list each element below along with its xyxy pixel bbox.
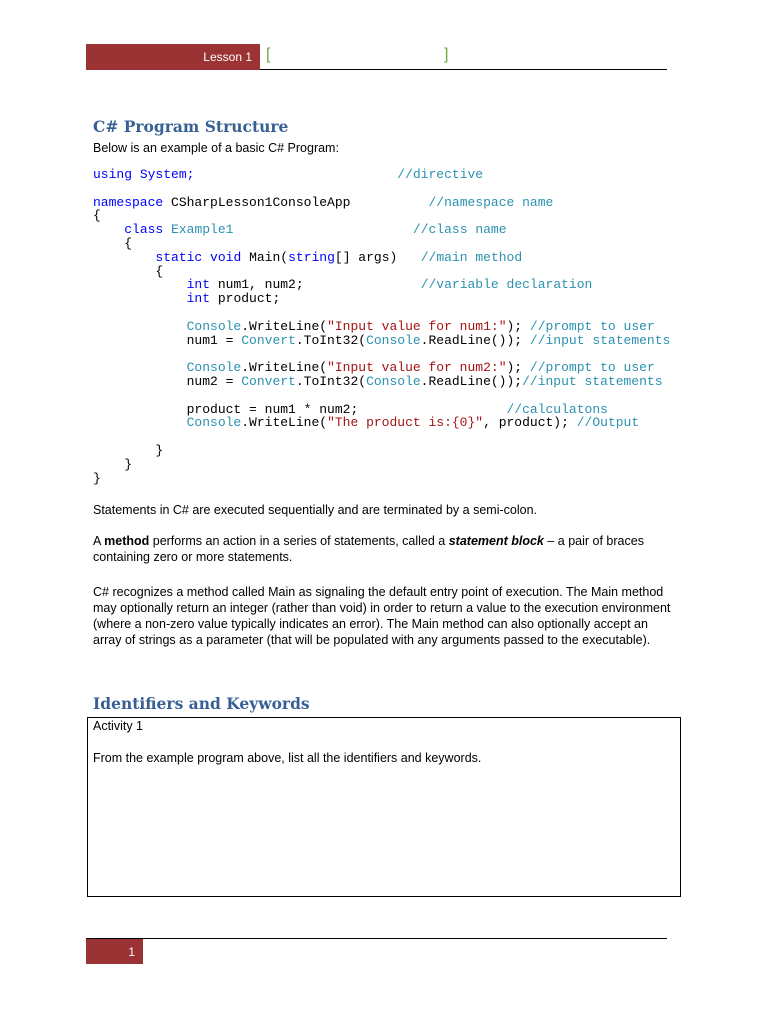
header-bracket-open: [ bbox=[266, 46, 271, 63]
page-number: 1 bbox=[128, 944, 135, 959]
activity-text: From the example program above, list all the identifiers and keywords. bbox=[93, 751, 482, 765]
lesson-label: Lesson 1 bbox=[203, 50, 252, 64]
code-block: using System; //directive namespace CSharpLesson1ConsoleApp //namespace name { class Example1 //class name { static void Main(string[] args) //main method { int num1, num2; //variable declaration int product; Console.WriteLine("Input value for num1:"); //prompt to user num1 = Convert.ToInt32(Console.ReadLine()); //input statements Console.WriteLine("Input value for num2:"); //prompt to user num2 = Convert.ToInt32(Console.ReadLine());//input statements product = num1 * num2; //calculatons Console.WriteLine("The product is:{0}", product); //Output } } } bbox=[93, 167, 671, 486]
activity-title: Activity 1 bbox=[93, 719, 144, 733]
method-paragraph: A method performs an action in a series of statements, called a statement block – a pair of braces containing zero or more statements. bbox=[93, 534, 644, 564]
section-title-program-structure: C# Program Structure bbox=[93, 117, 289, 136]
header-bracket-close: ] bbox=[444, 46, 449, 63]
footer-rule bbox=[86, 938, 667, 939]
header-lesson-label bbox=[86, 44, 260, 70]
activity-box bbox=[87, 717, 681, 897]
footer-page-box bbox=[86, 939, 143, 964]
statements-paragraph: Statements in C# are executed sequentially and are terminated by a semi-colon. bbox=[93, 503, 537, 517]
main-method-paragraph: C# recognizes a method called Main as signaling the default entry point of execution. The Main method may optionally return an integer (rather than void) in order to return a value to the execution environment (where a non-zero value typically indicates an error). The Main method can also optionally accept an array of strings as a parameter (that will be populated with any arguments passed to the executable). bbox=[93, 585, 671, 647]
section-title-identifiers: Identifiers and Keywords bbox=[93, 694, 310, 713]
header-rule bbox=[260, 69, 667, 70]
intro-text: Below is an example of a basic C# Program: bbox=[93, 141, 339, 155]
